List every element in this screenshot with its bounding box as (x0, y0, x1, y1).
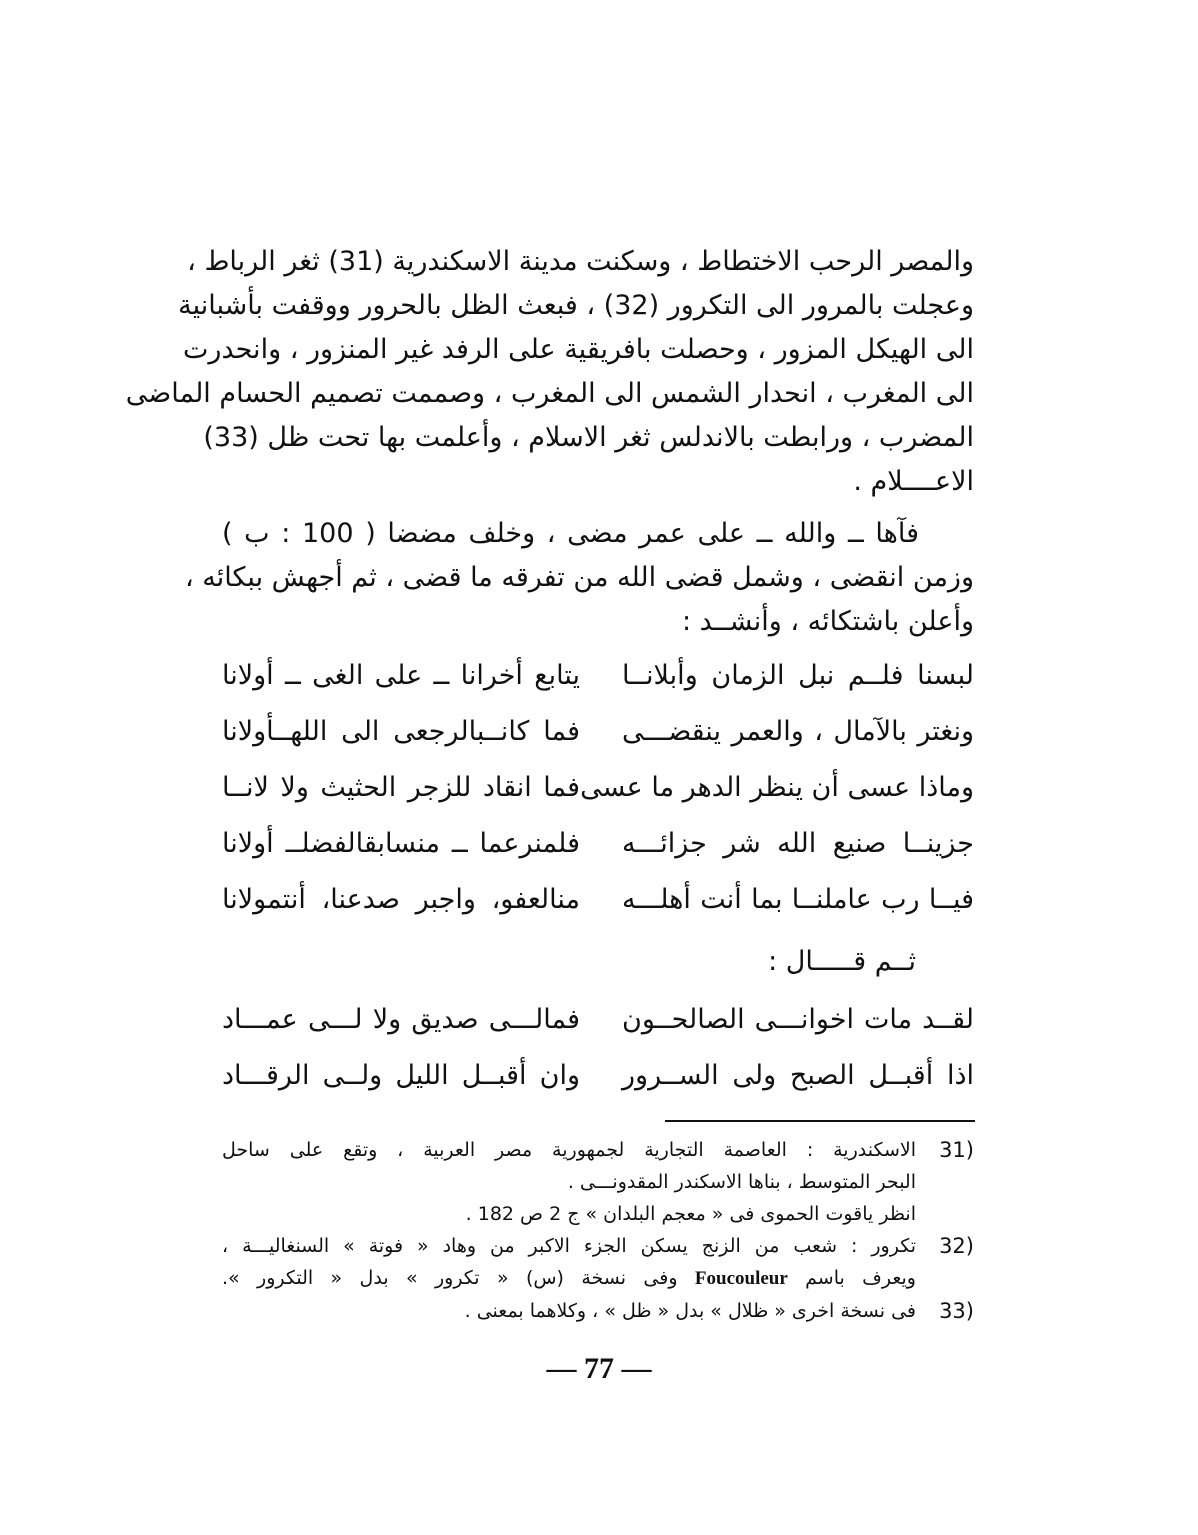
verse-first-hemistich: وماذا عسى أن ينظر الدهر ما عسى (580, 772, 974, 803)
poem-2 (222, 1004, 974, 1116)
paragraph-line: الاعــــلام . (853, 466, 974, 497)
verse-second-hemistich: فما كانــبالرجعى الى اللهــأولانا (222, 716, 580, 747)
verse-second-hemistich: منالعفو، واجبر صدعنا، أنتمولانا (222, 884, 580, 915)
footnotes (222, 1134, 974, 1327)
verse-first-hemistich: اذا أقبــل الصبح ولى الســرور (622, 1060, 974, 1091)
paragraph-2 (185, 512, 974, 644)
verse-first-hemistich: جزينــا صنيع الله شر جزائـــه (622, 828, 974, 859)
footnote-line (222, 1262, 916, 1295)
paragraph-line: فآها ــ والله ــ على عمر مضى ، وخلف مضضا ( 100 : ب ) (222, 518, 920, 549)
verse (222, 716, 974, 772)
verse-first-hemistich: ونغتر بالآمال ، والعمر ينقضـــى (622, 716, 974, 747)
footnote-line: فى نسخة اخرى « ظلال » بدل « ظل » ، وكلاهما بمعنى . (464, 1300, 916, 1322)
footnote-33 (222, 1295, 974, 1327)
verse (222, 828, 974, 884)
verse (222, 1004, 974, 1060)
poem-1 (222, 660, 974, 940)
paragraph-1 (125, 240, 974, 504)
verse-first-hemistich: لقــد مات اخوانـــى الصالحــون (622, 1004, 974, 1035)
footnote-31 (222, 1134, 974, 1230)
footnote-text: ويعرف باسم (805, 1267, 916, 1289)
footnote-line: تكرور : شعب من الزنج يسكن الجزء الاكبر من وهاد « فوتة » السنغاليـــة ، (222, 1235, 916, 1257)
footnote-line: انظر ياقوت الحموى فى « معجم البلدان » ج 2 ص 182 . (465, 1203, 916, 1225)
latin-term: Foucouleur (694, 1268, 788, 1289)
paragraph-line: وأعلن باشتكائه ، وأنشــد : (681, 606, 974, 637)
verse (222, 1060, 974, 1116)
footnote-separator (665, 1120, 975, 1122)
verse (222, 884, 974, 940)
footnote-line: البحر المتوسط ، بناها الاسكندر المقدونـــى . (567, 1171, 916, 1193)
verse-second-hemistich: يتابع أخرانا ــ على الغى ــ أولانا (222, 660, 580, 691)
paragraph-line: وزمن انقضى ، وشمل قضى الله من تفرقه ما قضى ، ثم أجهش ببكائه ، (185, 562, 974, 593)
footnote-line: الاسكندرية : العاصمة التجارية لجمهورية مصر العربية ، وتقع على ساحل (222, 1139, 916, 1161)
verse (222, 660, 974, 716)
verse (222, 772, 974, 828)
paragraph-line: المضرب ، ورابطت بالاندلس ثغر الاسلام ، وأعلمت بها تحت ظل (33) (203, 422, 974, 453)
then-he-said-line: ثــم قـــــال : (768, 946, 916, 977)
verse-second-hemistich: فلمنرعما ــ منسابقالفضلــ أولانا (222, 828, 580, 859)
verse-second-hemistich: فما انقاد للزجر الحثيث ولا لانــا (222, 772, 580, 803)
verse-second-hemistich: فمالـــى صديق ولا لـــى عمـــاد (222, 1004, 580, 1035)
paragraph-line: الى الهيكل المزور ، وحصلت بافريقية على الرفد غير المنزور ، وانحدرت (183, 334, 974, 365)
verse-second-hemistich: وان أقبــل الليل ولــى الرقـــاد (222, 1060, 580, 1091)
paragraph-line: والمصر الرحب الاختطاط ، وسكنت مدينة الاسكندرية (31) ثغر الرباط ، (187, 246, 974, 277)
footnote-number: (32 (939, 1234, 974, 1258)
verse-first-hemistich: فيــا رب عاملنــا بما أنت أهلـــه (622, 884, 974, 915)
page-number: — 77 — (546, 1352, 652, 1385)
paragraph-line: الى المغرب ، انحدار الشمس الى المغرب ، وصممت تصميم الحسام الماضى (125, 378, 974, 409)
footnote-32 (222, 1230, 974, 1295)
footnote-number: (31 (939, 1138, 974, 1162)
verse-first-hemistich: لبسنا فلــم نبل الزمان وأبلانــا (622, 660, 974, 691)
footnote-number: (33 (939, 1299, 974, 1323)
footnote-text: وفى نسخة (س) « تكرور » بدل « التكرور ». (222, 1267, 678, 1289)
paragraph-line: وعجلت بالمرور الى التكرور (32) ، فبعث الظل بالحرور ووقفت بأشبانية (178, 290, 974, 321)
